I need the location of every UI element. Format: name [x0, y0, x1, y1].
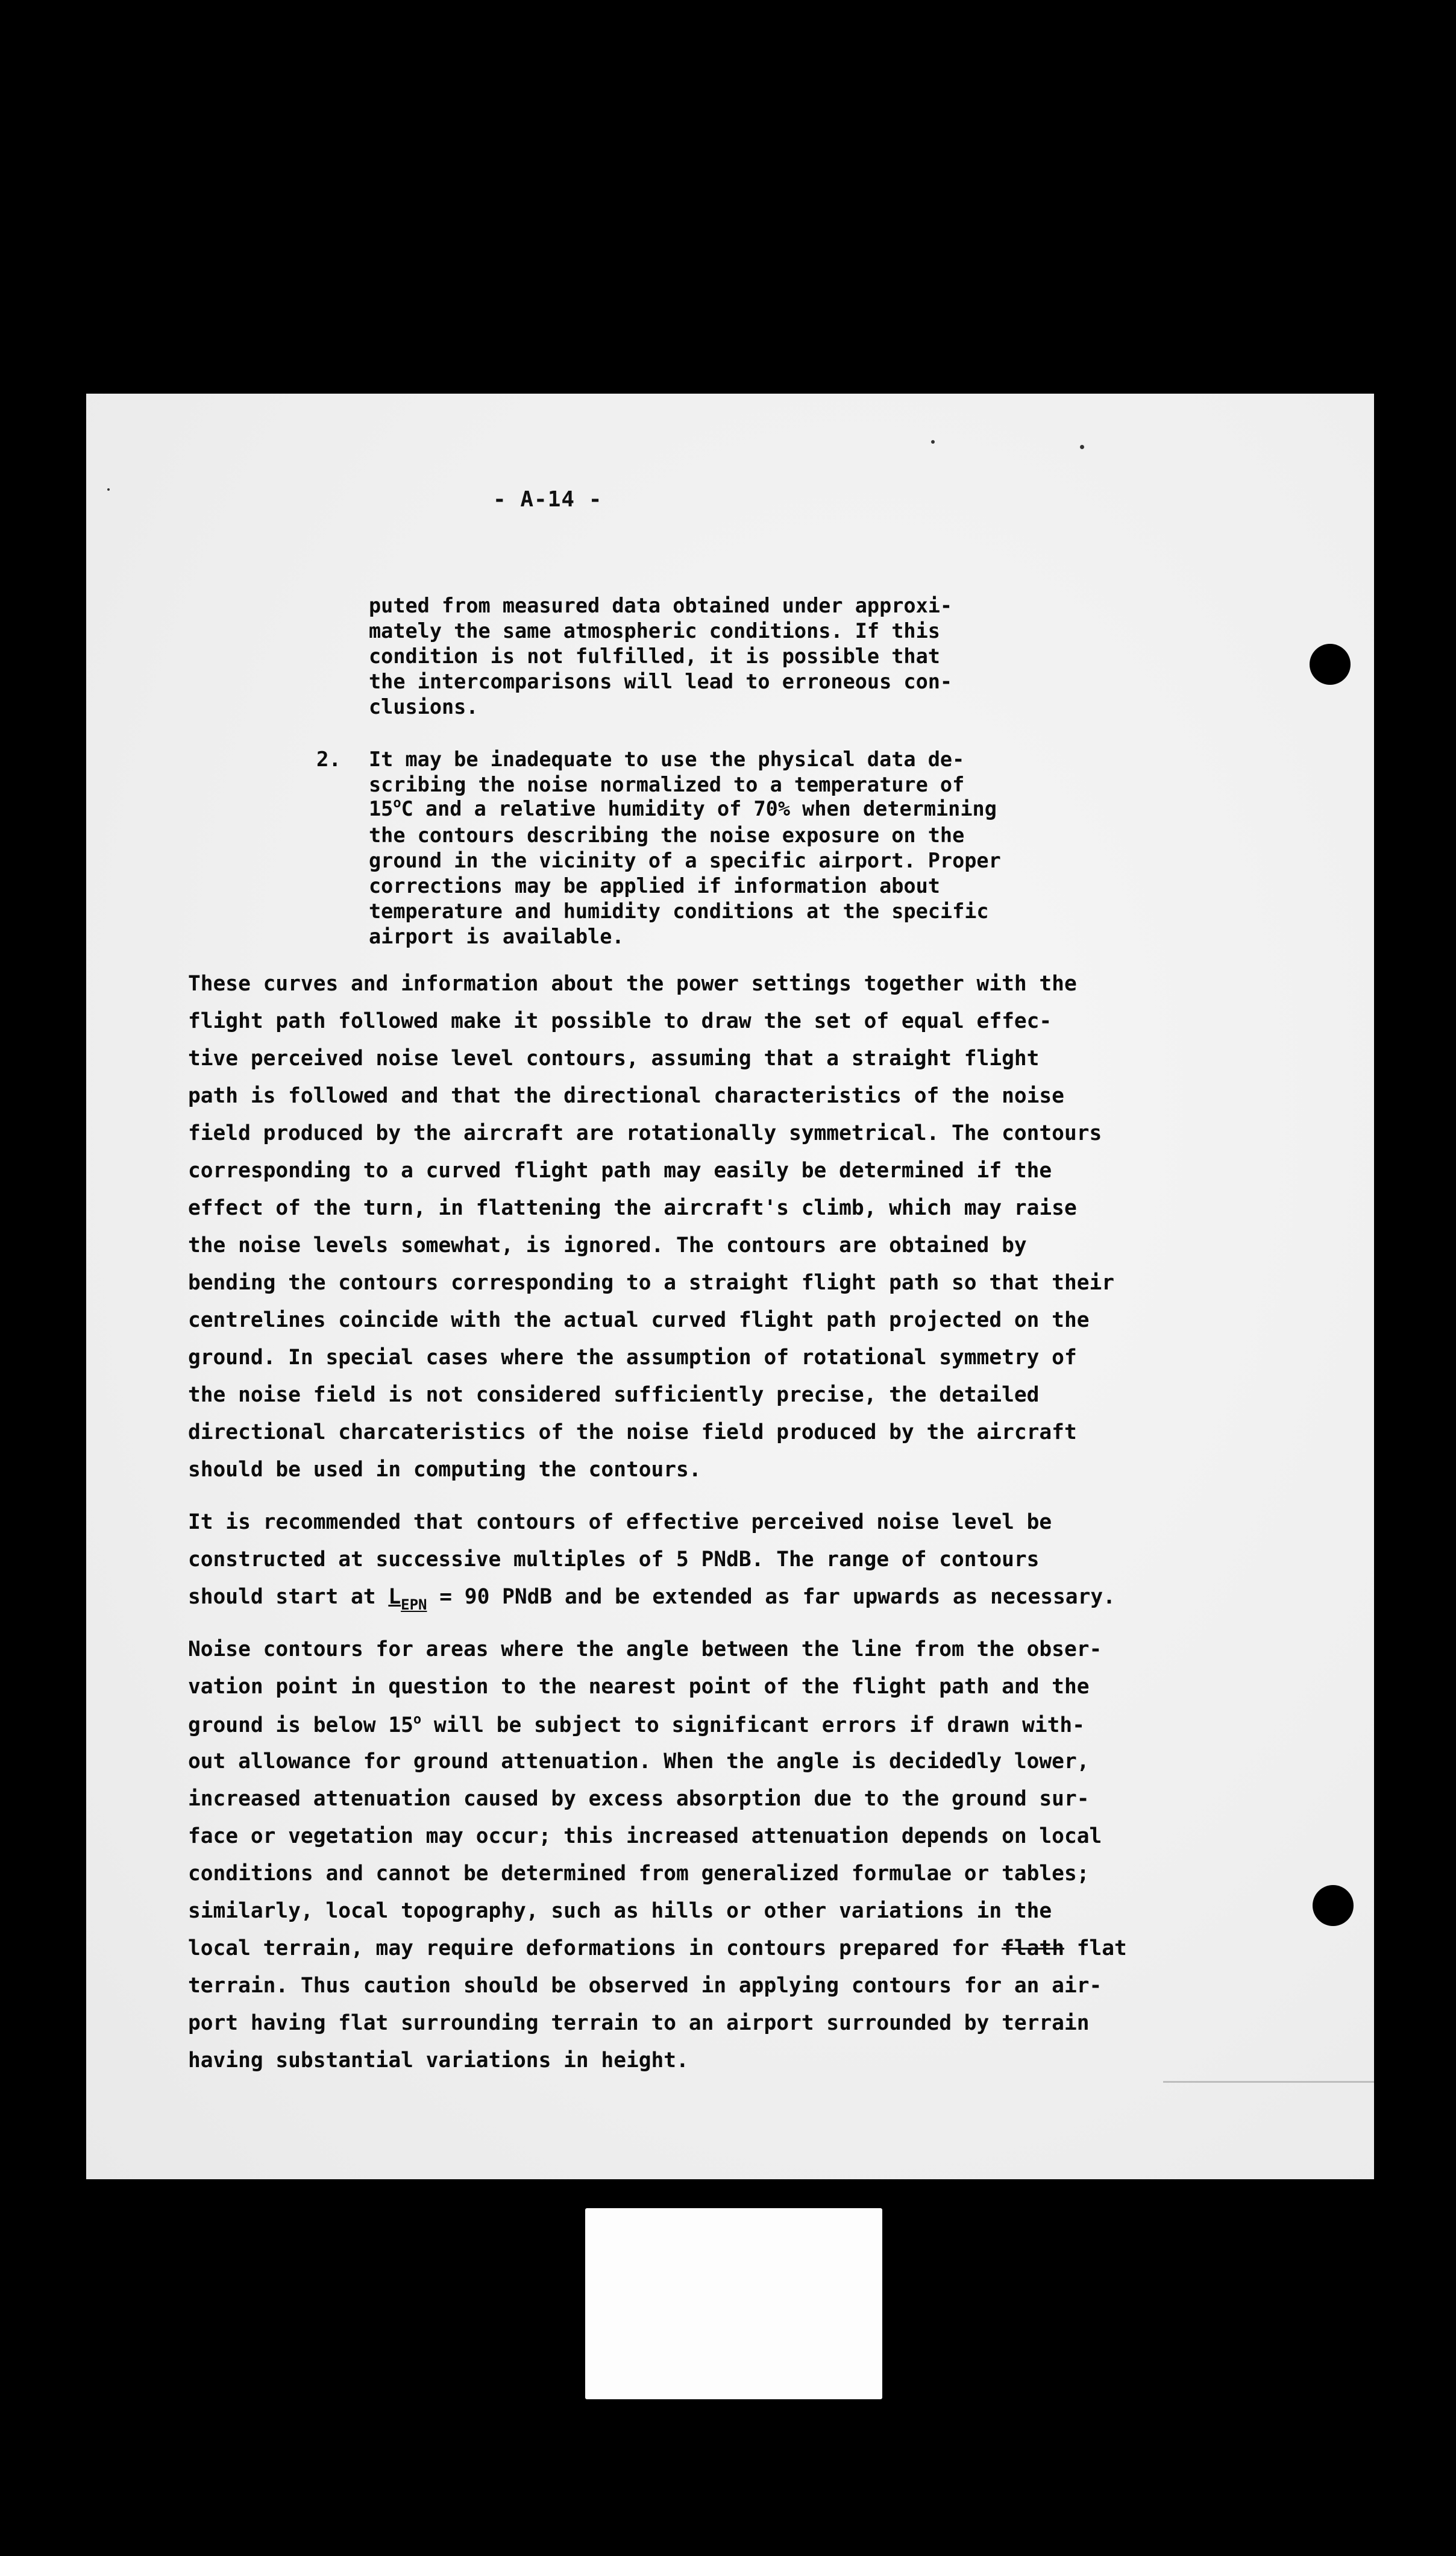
- text-line: corrections may be applied if information about: [369, 874, 940, 898]
- blank-card: [585, 2208, 882, 2399]
- text-line: port having flat surrounding terrain to an airport surrounded by terrain: [188, 2011, 1090, 2035]
- text-line: the intercomparisons will lead to erroneous con-: [369, 670, 953, 693]
- text-line: airport is available.: [369, 925, 624, 948]
- text-line: directional charcateristics of the noise field produced by the aircraft: [188, 1420, 1077, 1444]
- scan-artifact-line: [1163, 2081, 1374, 2083]
- text-line: It may be inadequate to use the physical data de-: [369, 748, 965, 771]
- text-line: corresponding to a curved flight path may easily be determined if the: [188, 1159, 1052, 1183]
- text-line: out allowance for ground attenuation. When the angle is decidedly lower,: [188, 1749, 1090, 1774]
- text-line: similarly, local topography, such as hills or other variations in the: [188, 1899, 1052, 1923]
- text-line: terrain. Thus caution should be observed in applying contours for an air-: [188, 1974, 1102, 1998]
- struck-word: flath: [1002, 1936, 1064, 1960]
- text-line: These curves and information about the power settings together with the: [188, 972, 1077, 996]
- page-number: - A-14 -: [493, 487, 603, 512]
- text-line: field produced by the aircraft are rotationally symmetrical. The contours: [188, 1121, 1102, 1145]
- scan-speck: [931, 440, 935, 444]
- degree-symbol: o: [413, 1712, 422, 1727]
- text-segment: = 90 PNdB and be extended as far upwards as necessary.: [427, 1585, 1116, 1609]
- text-line: vation point in question to the nearest point of the flight path and the: [188, 1675, 1090, 1699]
- text-line: increased attenuation caused by excess absorption due to the ground sur-: [188, 1787, 1090, 1811]
- text-line: tive perceived noise level contours, assuming that a straight flight: [188, 1047, 1040, 1071]
- text-line: the noise field is not considered sufficiently precise, the detailed: [188, 1383, 1040, 1407]
- list-item-number: 2.: [316, 748, 341, 772]
- text-line: the contours describing the noise exposure on the: [369, 823, 965, 847]
- text-line: conditions and cannot be determined from generalized formulae or tables;: [188, 1862, 1090, 1886]
- text-line: path is followed and that the directional characteristics of the noise: [188, 1084, 1064, 1108]
- text-line: ground. In special cases where the assumption of rotational symmetry of: [188, 1346, 1077, 1370]
- text-line: ground in the vicinity of a specific airport. Proper: [369, 849, 1001, 872]
- text-line: [188, 1936, 1127, 1960]
- text-line: clusions.: [369, 695, 479, 719]
- punch-hole-top: [1310, 644, 1351, 685]
- text-segment: will be subject to significant errors if drawn with-: [421, 1713, 1085, 1737]
- text-line: puted from measured data obtained under approxi-: [369, 594, 953, 617]
- text-line: the noise levels somewhat, is ignored. The contours are obtained by: [188, 1233, 1027, 1258]
- text-line: flight path followed make it possible to draw the set of equal effec-: [188, 1009, 1052, 1033]
- text-line: condition is not fulfilled, it is possible that: [369, 644, 940, 668]
- text-line: [188, 1712, 1085, 1737]
- text-line: scribing the noise normalized to a temperature of: [369, 773, 965, 796]
- text-line: bending the contours corresponding to a straight flight path so that their: [188, 1271, 1115, 1295]
- text-line: effect of the turn, in flattening the aircraft's climb, which may raise: [188, 1196, 1077, 1220]
- text-line: centrelines coincide with the actual curved flight path projected on the: [188, 1308, 1090, 1332]
- text-segment: ground is below 15: [188, 1713, 413, 1737]
- text-line: [188, 1585, 1116, 1613]
- text-segment: flat: [1064, 1936, 1127, 1960]
- lepn-symbol: L: [388, 1585, 401, 1609]
- text-segment: C and a relative humidity of 70% when determining: [401, 797, 997, 820]
- lepn-subscript: EPN: [401, 1596, 427, 1613]
- text-segment: local terrain, may require deformations in contours prepared for: [188, 1936, 1002, 1960]
- text-line: having substantial variations in height.: [188, 2048, 689, 2073]
- degree-symbol: o: [393, 796, 401, 811]
- text-line: temperature and humidity conditions at the specific: [369, 899, 989, 923]
- text-line: constructed at successive multiples of 5 PNdB. The range of contours: [188, 1547, 1040, 1572]
- text-line: mately the same atmospheric conditions. If this: [369, 619, 940, 643]
- text-line: face or vegetation may occur; this increased attenuation depends on local: [188, 1824, 1102, 1848]
- text-line: Noise contours for areas where the angle between the line from the obser-: [188, 1637, 1102, 1661]
- scan-speck: [107, 488, 110, 491]
- temperature-value: 15: [369, 797, 394, 820]
- scan-speck: [1080, 445, 1084, 449]
- text-segment: should start at: [188, 1585, 389, 1609]
- text-line: [369, 796, 997, 820]
- punch-hole-bottom: [1313, 1885, 1354, 1926]
- text-line: It is recommended that contours of effective perceived noise level be: [188, 1510, 1052, 1534]
- text-line: should be used in computing the contours.: [188, 1458, 701, 1482]
